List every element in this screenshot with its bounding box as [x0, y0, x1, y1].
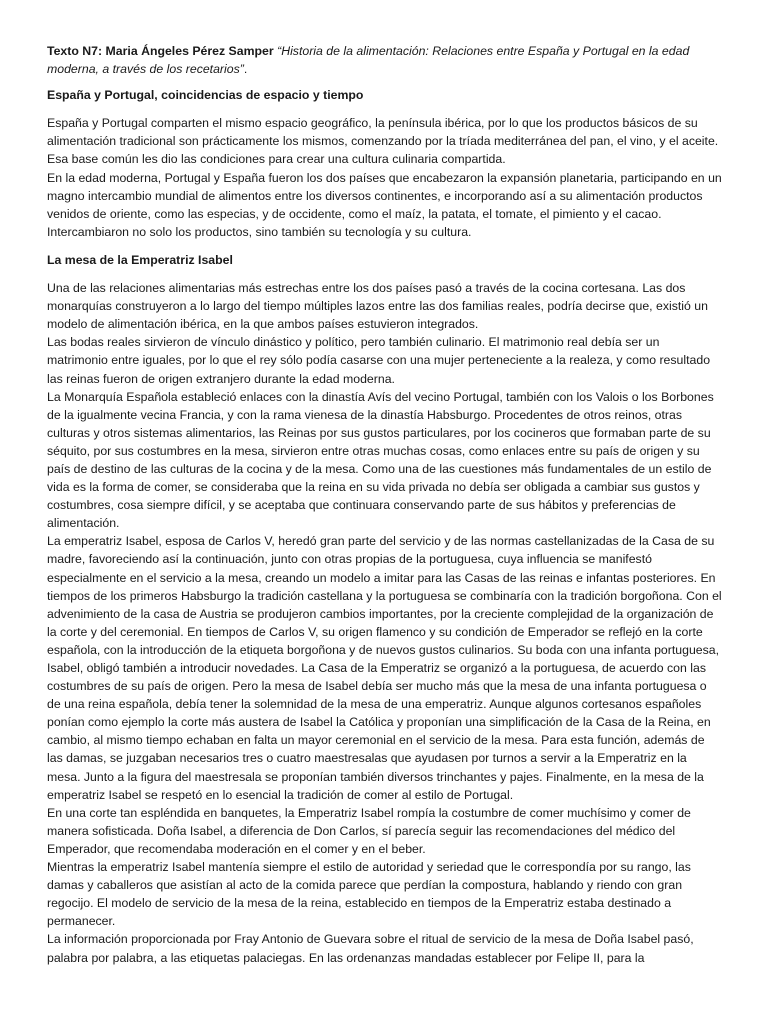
- intro-book-title: “Historia de la alimentación: Relaciones entre España y Portugal en la edad moderna, a través de los recetarios”: [47, 44, 690, 77]
- paragraph: La Monarquía Española estableció enlaces con la dinastía Avís del vecino Portugal, también con los Valois o los Borbones de la igualmente vecina Francia, y con la rama vienesa de la dinastía Habsburgo. Procedentes de otros reinos, otras culturas y otros sistemas alimentarios, las Reinas por sus gustos particulares, por los cocineros que formaban parte de su séquito, por sus costumbres en la mesa, sirvieron entre otras muchas cosas, como enlaces entre su país de origen y su país de destino de las culturas de la cocina y de la mesa. Como una de las cuestiones más fundamentales de un estilo de vida es la forma de comer, se consideraba que la reina en su vida privada no debía ser obligada a cambiar sus gustos y costumbres, cosa siempre difícil, y se aceptaba que continuara conservando parte de sus hábitos y preferencias de alimentación.: [47, 389, 714, 531]
- section-body-coincidencias: [47, 114, 723, 241]
- paragraph: La emperatriz Isabel, esposa de Carlos V, heredó gran parte del servicio y de las normas castellanizadas de la Casa de su madre, favoreciendo así la continuación, junto con otras propias de la portuguesa, cuya influencia se manifestó especialmente en el servicio a la mesa, creando un modelo a imitar para las Casas de las reinas e infantas posteriores. En tiempos de los primeros Habsburgo la tradición castellana y la portuguesa se combinaría con la tradición borgoñona. Con el advenimiento de la casa de Austria se produjeron cambios importantes, por la creciente complejidad de la organización de la corte y del ceremonial. En tiempos de Carlos V, su origen flamenco y su condición de Emperador se reflejó en la corte española, con la introducción de la etiqueta borgoñona y de nuevos gustos culinarios. Su boda con una infanta portuguesa, Isabel, obligó también a introducir novedades. La Casa de la Emperatriz se organizó a la portuguesa, de acuerdo con las costumbres de su país de origen. Pero la mesa de Isabel debía ser mucho más que la mesa de una infanta portuguesa o de una reina española, debía tener la solemnidad de la mesa de una emperatriz. Aunque algunos cortesanos españoles ponían como ejemplo la corte más austera de Isabel la Católica y proponían una simplificación de la Casa de la Reina, en cambio, al mismo tiempo echaban en falta un mayor ceremonial en el servicio de la mesa. Para esta función, además de las damas, se juzgaban necesarios tres o cuatro maestresalas que ayudasen por turnos a servir a la Emperatriz en la mesa. Junto a la figura del maestresala se proponían también diversos trinchantes y pajes. Finalmente, en la mesa de la emperatriz Isabel se respetó en lo esencial la tradición de comer al estilo de Portugal.: [47, 534, 722, 802]
- section-heading-emperatriz: La mesa de la Emperatriz Isabel: [47, 252, 233, 267]
- document-page: [47, 42, 723, 977]
- paragraph: España y Portugal comparten el mismo espacio geográfico, la península ibérica, por lo que los productos básicos de su alimentación tradicional son prácticamente los mismos, comenzando por la tríada mediterránea del pan, el vino, y el aceite. Esa base común les dio las condiciones para crear una cultura culinaria compartida.: [47, 116, 719, 167]
- paragraph: La información proporcionada por Fray Antonio de Guevara sobre el ritual de servicio de la mesa de Doña Isabel pasó, palabra por palabra, a las etiquetas palaciegas. En las ordenanzas mandadas establecer por Felipe II, para la: [47, 932, 694, 965]
- section-body-emperatriz: [47, 279, 723, 967]
- intro-lead: Texto N7: Maria Ángeles Pérez Samper: [47, 44, 278, 58]
- paragraph: En la edad moderna, Portugal y España fueron los dos países que encabezaron la expansión planetaria, participando en un magno intercambio mundial de alimentos entre los diversos continentes, e incorporando así a su alimentación productos venidos de oriente, como las especias, y de occidente, como el maíz, la patata, el tomate, el pimiento y el cacao. Intercambiaron no solo los productos, sino también su tecnología y su cultura.: [47, 170, 722, 239]
- paragraph: Mientras la emperatriz Isabel mantenía siempre el estilo de autoridad y seriedad que le correspondía por su rango, las damas y caballeros que asistían al acto de la comida parece que perdían la compostura, hablando y riendo con gran regocijo. El modelo de servicio de la mesa de la reina, establecido en tiempos de la Emperatriz estaba destinado a permanecer.: [47, 860, 691, 929]
- document-intro: [47, 42, 723, 78]
- intro-tail: .: [243, 62, 248, 77]
- paragraph: Las bodas reales sirvieron de vínculo dinástico y político, pero también culinario. El matrimonio real debía ser un matrimonio entre iguales, por lo que el rey sólo podía casarse con una mujer perteneciente a la realeza, y como resultado las reinas fueron de origen extranjero durante la edad moderna.: [47, 335, 711, 386]
- paragraph: Una de las relaciones alimentarias más estrechas entre los dos países pasó a través de la cocina cortesana. Las dos monarquías construyeron a lo largo del tiempo múltiples lazos entre las dos familias reales, podría decirse que, existió un modelo de alimentación ibérica, en la que ambos países estuvieron integrados.: [47, 281, 708, 332]
- section-heading-coincidencias: España y Portugal, coincidencias de espacio y tiempo: [47, 88, 364, 103]
- paragraph: En una corte tan espléndida en banquetes, la Emperatriz Isabel rompía la costumbre de comer muchísimo y comer de manera sofisticada. Doña Isabel, a diferencia de Don Carlos, sí parecía seguir las recomendaciones del médico del Emperador, que recomendaba moderación en el comer y en el beber.: [47, 805, 691, 856]
